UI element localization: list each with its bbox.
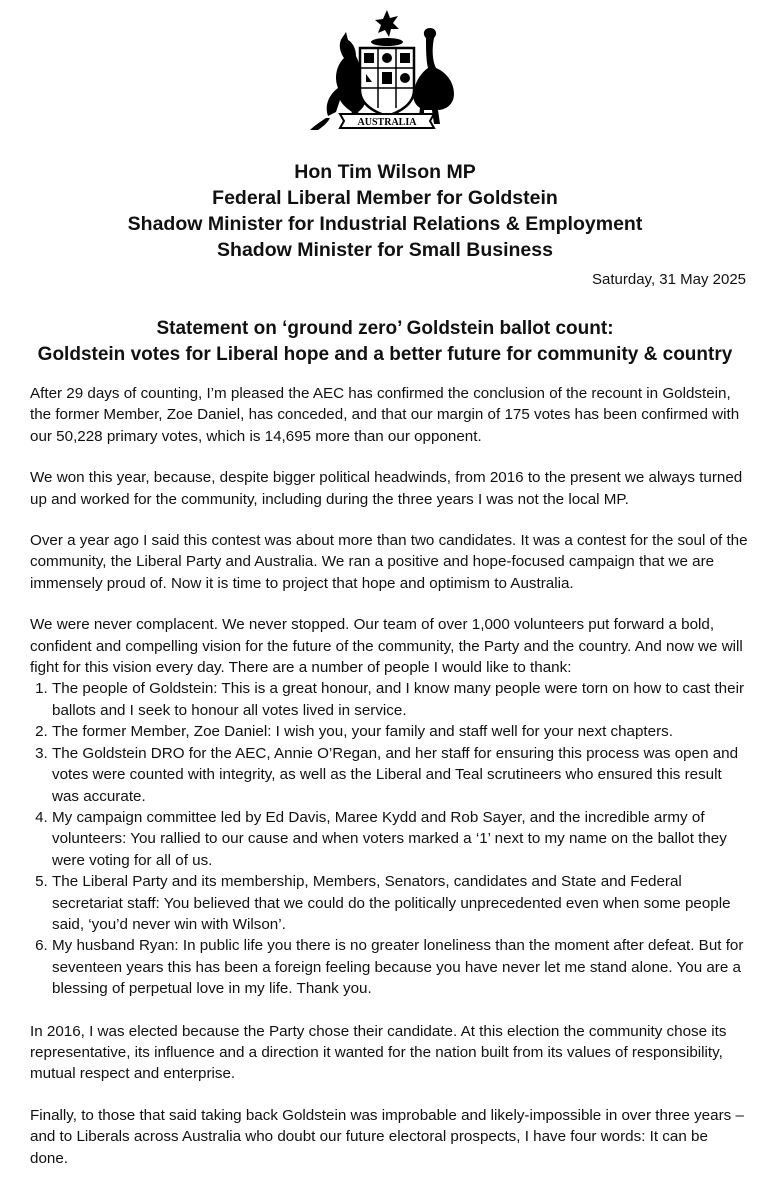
- body-paragraph: Over a year ago I said this contest was about more than two candidates. It was a contest for the soul of the community, the Liberal Party and Australia. We ran a positive and hope-focused campaign that we are immensely proud of. Now it is time to project that hope and optimism to Australia.: [30, 532, 748, 592]
- thanks-list-item: 1. The people of Goldstein: This is a great honour, and I know many people were torn on how to cast their ballots and I seek to honour all votes lived in service.: [52, 678, 748, 721]
- statement-body: [30, 383, 748, 1169]
- statement-date: Saturday, 31 May 2025: [592, 271, 746, 288]
- thanks-list-item: 5. The Liberal Party and its membership, Members, Senators, candidates and State and Federal secretariat staff: You believed that we could do the politically unprecedented even when some people said, ‘you’d never win with Wilson’.: [52, 871, 748, 935]
- statement-title-line: Goldstein votes for Liberal hope and a better future for community & country: [37, 344, 733, 365]
- statement-title-line: Statement on ‘ground zero’ Goldstein ballot count:: [156, 318, 614, 339]
- statement-title: [0, 316, 770, 368]
- body-paragraph: We won this year, because, despite bigger political headwinds, from 2016 to the present we always turned up and worked for the community, including during the three years I was not the local MP.: [30, 469, 743, 508]
- thanks-list-item: 3. The Goldstein DRO for the AEC, Annie O’Regan, and her staff for ensuring this process was open and votes were counted with integrity, as well as the Liberal and Teal scrutineers who ensured this result was accurate.: [52, 743, 748, 807]
- body-paragraph: We were never complacent. We never stopped. Our team of over 1,000 volunteers put forward a bold, confident and compelling vision for the future of the community, the Party and the country. And now we will fight for this vision every day. There are a number of people I would like to thank:: [30, 616, 743, 677]
- member-title-block: [0, 159, 770, 263]
- member-seat: Federal Liberal Member for Goldstein: [212, 187, 558, 209]
- shadow-portfolio-small-business: Shadow Minister for Small Business: [217, 239, 553, 261]
- shadow-portfolio-ir: Shadow Minister for Industrial Relations & Employment: [127, 213, 643, 235]
- crest-banner-text: AUSTRALIA: [357, 117, 417, 128]
- body-paragraph: After 29 days of counting, I’m pleased the AEC has confirmed the conclusion of the recount in Goldstein, the former Member, Zoe Daniel, has conceded, and that our margin of 175 votes has been confirmed with our 50,228 primary votes, which is 14,695 more than our opponent.: [30, 385, 740, 445]
- thanks-list-item: 4. My campaign committee led by Ed Davis, Maree Kydd and Rob Sayer, and the incredible army of volunteers: You rallied to our cause and when voters marked a ‘1’ next to my name on the ballot they were voting for all of us.: [52, 807, 748, 871]
- australian-coat-of-arms-icon: [300, 8, 475, 138]
- thanks-list: [30, 678, 748, 999]
- thanks-list-item: 2. The former Member, Zoe Daniel: I wish you, your family and staff well for your next chapters.: [52, 721, 748, 742]
- thanks-list-item: 6. My husband Ryan: In public life you there is no greater loneliness than the moment after defeat. But for seventeen years this has been a foreign feeling because you have never let me stand alone. You are a blessing of perpetual love in my life. Thank you.: [52, 935, 748, 999]
- member-name: Hon Tim Wilson MP: [294, 161, 476, 183]
- body-paragraph: Finally, to those that said taking back Goldstein was improbable and likely-impossible in over three years – and to Liberals across Australia who doubt our future electoral prospects, I have four words: It can be done.: [30, 1106, 744, 1167]
- body-paragraph: In 2016, I was elected because the Party chose their candidate. At this election the community chose its representative, its influence and a direction it wanted for the nation built from its values of responsibility, mutual respect and enterprise.: [30, 1022, 727, 1083]
